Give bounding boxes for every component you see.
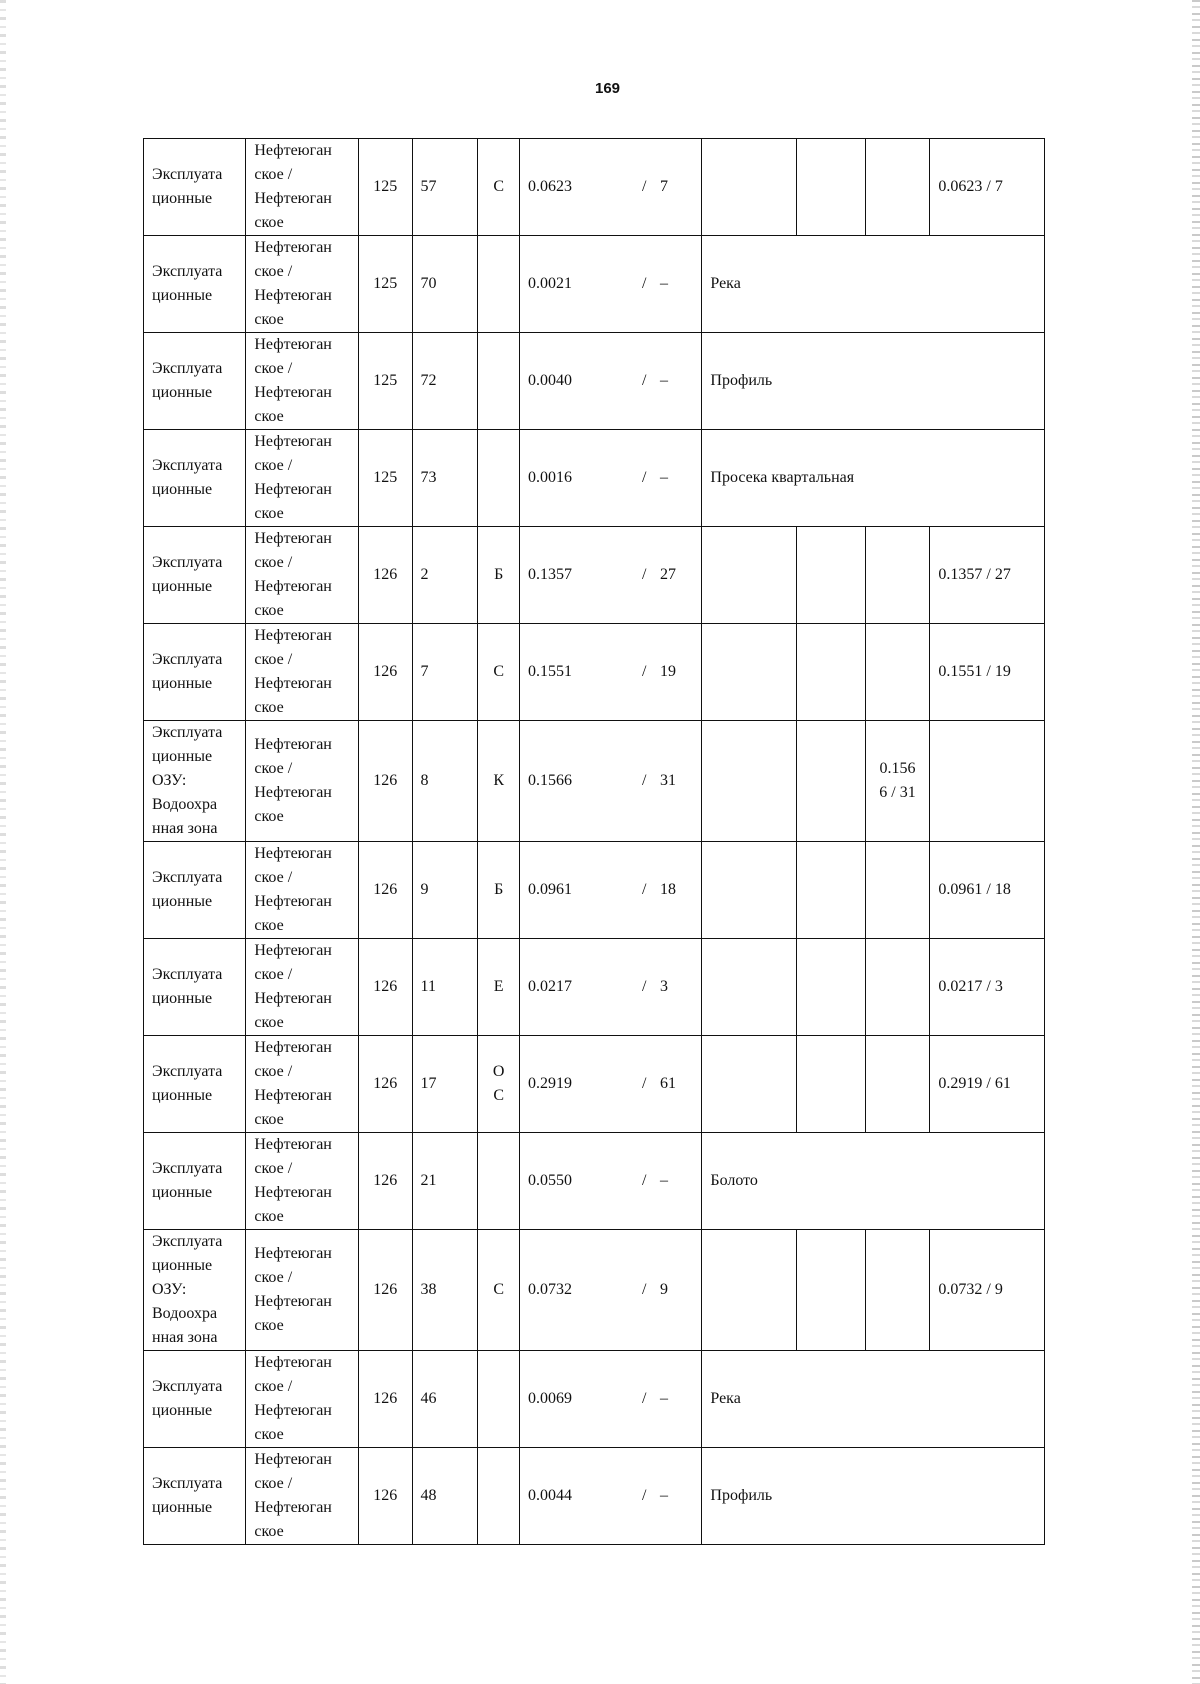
area-separator: / — [641, 1487, 647, 1504]
cell-quarter: 126 — [358, 527, 412, 624]
cell-area — [519, 333, 701, 430]
cell-plot: 48 — [412, 1448, 478, 1545]
cell-note: Просека квартальная — [702, 430, 1045, 527]
area-count: – — [659, 1487, 668, 1504]
cell-extra-1 — [702, 1230, 796, 1351]
cell-extra-2 — [796, 139, 865, 236]
cell-plot: 72 — [412, 333, 478, 430]
table-row — [144, 624, 1045, 721]
table-row — [144, 1230, 1045, 1351]
cell-plot: 17 — [412, 1036, 478, 1133]
area-value: 0.0016 — [527, 469, 572, 486]
cell-plot: 73 — [412, 430, 478, 527]
cell-use-type: Эксплуата ционные — [144, 624, 246, 721]
cell-total: 0.1551 / 19 — [930, 624, 1045, 721]
cell-note: Болото — [702, 1133, 1045, 1230]
cell-area — [519, 1448, 701, 1545]
cell-total: 0.0961 / 18 — [930, 842, 1045, 939]
cell-area — [519, 1351, 701, 1448]
cell-extra-2 — [796, 842, 865, 939]
cell-forestry: Нефтеюган ское / Нефтеюган ское — [246, 1351, 358, 1448]
area-separator: / — [641, 772, 647, 789]
area-value: 0.1551 — [527, 663, 572, 680]
cell-category — [478, 1133, 520, 1230]
cell-forestry: Нефтеюган ское / Нефтеюган ское — [246, 721, 358, 842]
area-count: 3 — [659, 978, 668, 995]
cell-quarter: 126 — [358, 1036, 412, 1133]
table-row — [144, 236, 1045, 333]
cell-extra-1 — [702, 721, 796, 842]
cell-use-type: Эксплуата ционные — [144, 527, 246, 624]
cell-plot: 8 — [412, 721, 478, 842]
cell-extra-1 — [702, 842, 796, 939]
area-separator: / — [641, 1172, 647, 1189]
area-count: – — [659, 1172, 668, 1189]
area-separator: / — [641, 881, 647, 898]
cell-quarter: 126 — [358, 624, 412, 721]
cell-use-type: Эксплуата ционные — [144, 1036, 246, 1133]
cell-extra-3: 0.156 6 / 31 — [865, 721, 930, 842]
cell-use-type: Эксплуата ционные — [144, 842, 246, 939]
cell-forestry: Нефтеюган ское / Нефтеюган ское — [246, 430, 358, 527]
area-value: 0.0550 — [527, 1172, 572, 1189]
cell-area — [519, 624, 701, 721]
cell-area — [519, 1230, 701, 1351]
area-separator: / — [641, 1075, 647, 1092]
cell-use-type: Эксплуата ционные — [144, 1133, 246, 1230]
cell-area — [519, 1133, 701, 1230]
area-value: 0.1357 — [527, 566, 572, 583]
cell-note: Река — [702, 236, 1045, 333]
cell-total: 0.0217 / 3 — [930, 939, 1045, 1036]
cell-extra-2 — [796, 721, 865, 842]
cell-use-type: Эксплуата ционные — [144, 430, 246, 527]
cell-quarter: 126 — [358, 1448, 412, 1545]
cell-forestry: Нефтеюган ское / Нефтеюган ское — [246, 1036, 358, 1133]
cell-quarter: 125 — [358, 139, 412, 236]
table-row — [144, 939, 1045, 1036]
cell-quarter: 126 — [358, 842, 412, 939]
cell-extra-1 — [702, 1036, 796, 1133]
area-separator: / — [641, 978, 647, 995]
cell-category: Е — [478, 939, 520, 1036]
area-count: 18 — [659, 881, 676, 898]
cell-quarter: 126 — [358, 1230, 412, 1351]
cell-category: К — [478, 721, 520, 842]
area-separator: / — [641, 663, 647, 680]
cell-category — [478, 430, 520, 527]
area-separator: / — [641, 1390, 647, 1407]
area-count: 19 — [659, 663, 676, 680]
cell-extra-1 — [702, 527, 796, 624]
cell-use-type: Эксплуата ционные ОЗУ: Водоохра нная зона — [144, 1230, 246, 1351]
cell-area — [519, 430, 701, 527]
area-count: 9 — [659, 1281, 668, 1298]
area-separator: / — [641, 372, 647, 389]
cell-forestry: Нефтеюган ское / Нефтеюган ское — [246, 527, 358, 624]
area-value: 0.0069 — [527, 1390, 572, 1407]
cell-plot: 46 — [412, 1351, 478, 1448]
cell-use-type: Эксплуата ционные — [144, 236, 246, 333]
table-row — [144, 1351, 1045, 1448]
table-row — [144, 527, 1045, 624]
area-value: 0.2919 — [527, 1075, 572, 1092]
cell-extra-3 — [865, 1036, 930, 1133]
cell-category: Б — [478, 842, 520, 939]
cell-plot: 38 — [412, 1230, 478, 1351]
area-count: 7 — [659, 178, 668, 195]
table-body — [144, 139, 1045, 1545]
table-row — [144, 430, 1045, 527]
cell-use-type: Эксплуата ционные — [144, 939, 246, 1036]
table-row — [144, 333, 1045, 430]
area-value: 0.0040 — [527, 372, 572, 389]
cell-extra-3 — [865, 842, 930, 939]
cell-extra-3 — [865, 1230, 930, 1351]
area-count: – — [659, 372, 668, 389]
table-row — [144, 721, 1045, 842]
cell-category: О С — [478, 1036, 520, 1133]
cell-forestry: Нефтеюган ское / Нефтеюган ское — [246, 236, 358, 333]
cell-plot: 2 — [412, 527, 478, 624]
cell-category: Б — [478, 527, 520, 624]
cell-plot: 70 — [412, 236, 478, 333]
cell-extra-1 — [702, 939, 796, 1036]
area-count: 27 — [659, 566, 676, 583]
cell-category: С — [478, 139, 520, 236]
cell-use-type: Эксплуата ционные — [144, 333, 246, 430]
cell-area — [519, 842, 701, 939]
area-count: – — [659, 1390, 668, 1407]
cell-note: Профиль — [702, 333, 1045, 430]
area-count: – — [659, 275, 668, 292]
cell-total — [930, 721, 1045, 842]
cell-forestry: Нефтеюган ское / Нефтеюган ское — [246, 842, 358, 939]
cell-use-type: Эксплуата ционные — [144, 1448, 246, 1545]
table-row — [144, 139, 1045, 236]
scan-edge-left — [0, 0, 6, 1684]
cell-category — [478, 333, 520, 430]
cell-quarter: 126 — [358, 1351, 412, 1448]
area-count: 61 — [659, 1075, 676, 1092]
page-number: 169 — [594, 80, 621, 97]
cell-use-type: Эксплуата ционные ОЗУ: Водоохра нная зона — [144, 721, 246, 842]
cell-extra-2 — [796, 1230, 865, 1351]
cell-extra-1 — [702, 624, 796, 721]
cell-plot: 11 — [412, 939, 478, 1036]
cell-extra-2 — [796, 527, 865, 624]
area-count: 31 — [659, 772, 676, 789]
cell-area — [519, 939, 701, 1036]
area-value: 0.0044 — [527, 1487, 572, 1504]
cell-total: 0.2919 / 61 — [930, 1036, 1045, 1133]
cell-plot: 7 — [412, 624, 478, 721]
cell-plot: 57 — [412, 139, 478, 236]
cell-quarter: 126 — [358, 721, 412, 842]
area-separator: / — [641, 469, 647, 486]
cell-use-type: Эксплуата ционные — [144, 1351, 246, 1448]
cell-extra-3 — [865, 939, 930, 1036]
cell-extra-3 — [865, 139, 930, 236]
area-value: 0.0732 — [527, 1281, 572, 1298]
cell-note: Река — [702, 1351, 1045, 1448]
cell-total: 0.0732 / 9 — [930, 1230, 1045, 1351]
table-row — [144, 1448, 1045, 1545]
cell-extra-3 — [865, 624, 930, 721]
cell-category: С — [478, 1230, 520, 1351]
cell-note: Профиль — [702, 1448, 1045, 1545]
cell-total: 0.1357 / 27 — [930, 527, 1045, 624]
cell-total: 0.0623 / 7 — [930, 139, 1045, 236]
cell-extra-1 — [702, 139, 796, 236]
area-separator: / — [641, 275, 647, 292]
cell-area — [519, 236, 701, 333]
area-value: 0.1566 — [527, 772, 572, 789]
cell-quarter: 125 — [358, 236, 412, 333]
area-separator: / — [641, 566, 647, 583]
cell-forestry: Нефтеюган ское / Нефтеюган ское — [246, 1230, 358, 1351]
cell-extra-2 — [796, 624, 865, 721]
area-value: 0.0961 — [527, 881, 572, 898]
area-count: – — [659, 469, 668, 486]
cell-quarter: 125 — [358, 333, 412, 430]
scan-edge-right — [1192, 0, 1200, 1684]
cell-forestry: Нефтеюган ское / Нефтеюган ское — [246, 333, 358, 430]
table-row — [144, 1036, 1045, 1133]
cell-quarter: 126 — [358, 939, 412, 1036]
cell-forestry: Нефтеюган ское / Нефтеюган ское — [246, 1448, 358, 1545]
cell-area — [519, 1036, 701, 1133]
cell-category — [478, 1448, 520, 1545]
cell-forestry: Нефтеюган ское / Нефтеюган ское — [246, 139, 358, 236]
table-row — [144, 842, 1045, 939]
cell-category — [478, 1351, 520, 1448]
cell-extra-2 — [796, 939, 865, 1036]
cell-area — [519, 139, 701, 236]
area-separator: / — [641, 1281, 647, 1298]
cell-plot: 9 — [412, 842, 478, 939]
cell-use-type: Эксплуата ционные — [144, 139, 246, 236]
area-value: 0.0217 — [527, 978, 572, 995]
cell-forestry: Нефтеюган ское / Нефтеюган ское — [246, 939, 358, 1036]
area-value: 0.0623 — [527, 178, 572, 195]
cell-category — [478, 236, 520, 333]
cell-forestry: Нефтеюган ское / Нефтеюган ское — [246, 624, 358, 721]
cell-category: С — [478, 624, 520, 721]
area-value: 0.0021 — [527, 275, 572, 292]
cell-extra-3 — [865, 527, 930, 624]
cell-area — [519, 721, 701, 842]
cell-quarter: 125 — [358, 430, 412, 527]
cell-area — [519, 527, 701, 624]
area-separator: / — [641, 178, 647, 195]
table-row — [144, 1133, 1045, 1230]
cell-extra-2 — [796, 1036, 865, 1133]
cell-quarter: 126 — [358, 1133, 412, 1230]
land-plot-table — [143, 138, 1045, 1545]
cell-plot: 21 — [412, 1133, 478, 1230]
cell-forestry: Нефтеюган ское / Нефтеюган ское — [246, 1133, 358, 1230]
